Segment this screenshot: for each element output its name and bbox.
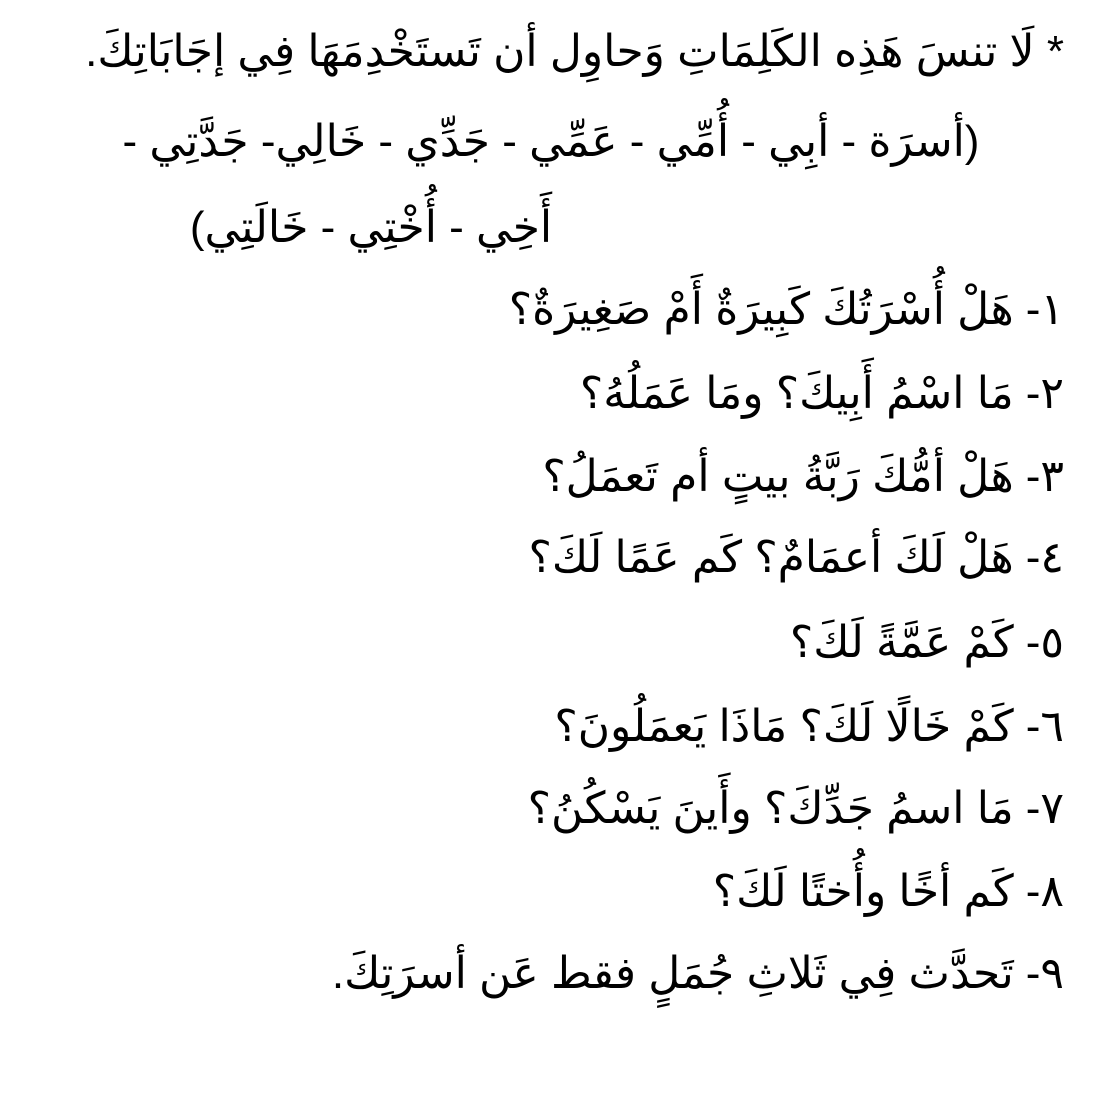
question-text: هَلْ أمُّكَ رَبَّةُ بيتٍ أم تَعمَلُ؟	[542, 452, 1014, 501]
question-number: ٣-	[1025, 452, 1064, 501]
question-number: ٦-	[1025, 702, 1064, 751]
question-number: ٥-	[1025, 618, 1064, 667]
question-number: ٩-	[1025, 949, 1064, 998]
question-number: ١-	[1025, 285, 1064, 334]
question-7	[528, 779, 1064, 839]
question-text: مَا اسمُ جَدِّكَ؟ وأَينَ يَسْكُنُ؟	[527, 784, 1014, 833]
question-number: ٤-	[1025, 533, 1064, 582]
question-3	[542, 447, 1064, 507]
question-number: ٢-	[1025, 369, 1064, 418]
word-bank-line-2: أَخِي - أُخْتِي - خَالَتِي)	[189, 203, 553, 252]
question-6	[554, 697, 1064, 757]
question-text: هَلْ أُسْرَتُكَ كَبِيرَةٌ أَمْ صَغِيرَةٌ؟	[508, 285, 1014, 334]
question-4	[528, 528, 1064, 588]
word-bank-line-1: (أسرَة - أبِي - أُمِّي - عَمِّي - جَدِّي - خَالِي- جَدَّتِي -	[122, 117, 980, 166]
question-text: تَحدَّث فِي ثَلاثِ جُمَلٍ فقط عَن أسرَتِكَ.	[331, 949, 1014, 998]
question-8	[713, 862, 1064, 922]
question-2	[580, 364, 1064, 424]
question-text: كَمْ عَمَّةً لَكَ؟	[789, 618, 1014, 667]
question-number: ٨-	[1025, 867, 1064, 916]
question-5	[790, 613, 1064, 673]
question-text: كَم أخًا وأُختًا لَكَ؟	[712, 867, 1014, 916]
question-text: مَا اسْمُ أَبِيكَ؟ ومَا عَمَلُهُ؟	[579, 369, 1014, 418]
question-1	[509, 280, 1064, 340]
question-number: ٧-	[1025, 784, 1064, 833]
instruction-line: * لَا تنسَ هَذِه الكَلِمَاتِ وَحاوِل أن تَستَخْدِمَهَا فِي إجَابَاتِكَ.	[85, 27, 1064, 76]
question-9	[332, 944, 1064, 1004]
question-text: هَلْ لَكَ أعمَامٌ؟ كَم عَمًا لَكَ؟	[528, 533, 1014, 582]
question-text: كَمْ خَالًا لَكَ؟ مَاذَا يَعمَلُونَ؟	[554, 702, 1014, 751]
